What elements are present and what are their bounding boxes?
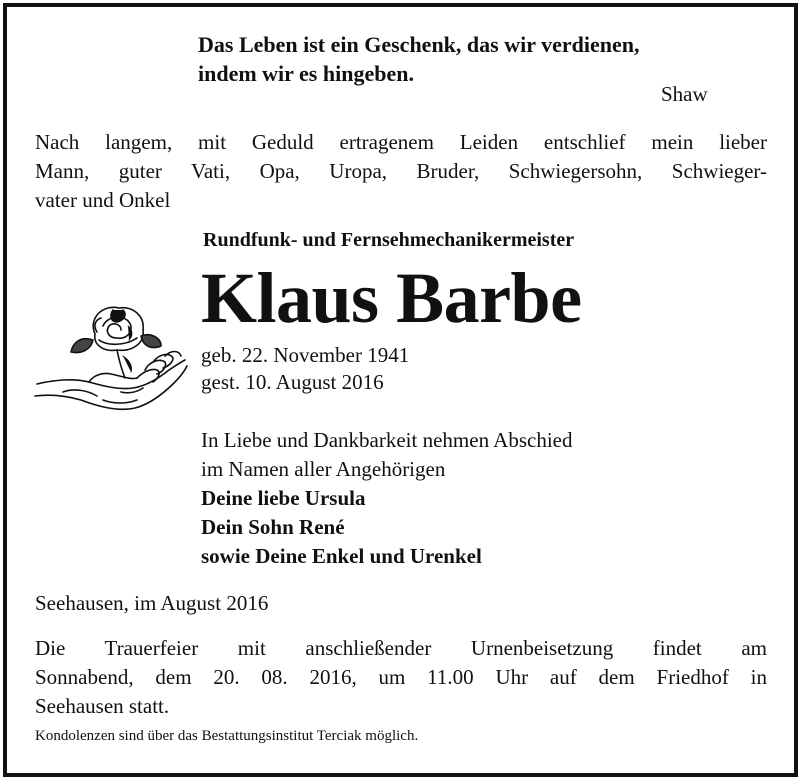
birth-date: geb. 22. November 1941 xyxy=(201,343,410,367)
funeral-line-2: Sonnabend, dem 20. 08. 2016, um 11.00 Uhr auf dem Friedhof in xyxy=(35,665,767,689)
funeral-notice xyxy=(35,634,767,721)
rose-in-hands-icon xyxy=(33,296,191,426)
motto-line-1: Das Leben ist ein Geschenk, das wir verdienen, xyxy=(198,32,640,57)
farewell-line-1: In Liebe und Dankbarkeit nehmen Abschied xyxy=(201,428,573,452)
death-date: gest. 10. August 2016 xyxy=(201,370,384,394)
condolence-note: Kondolenzen sind über das Bestattungsinstitut Terciak möglich. xyxy=(35,728,419,744)
profession: Rundfunk- und Fernsehmechanikermeister xyxy=(203,229,575,251)
life-dates xyxy=(201,342,409,396)
mourner-grandchildren: sowie Deine Enkel und Urenkel xyxy=(201,544,482,568)
farewell-block xyxy=(201,426,572,571)
mourner-son: Dein Sohn René xyxy=(201,515,345,539)
funeral-line-3: Seehausen statt. xyxy=(35,694,170,718)
motto-line-2: indem wir es hingeben. xyxy=(198,61,414,86)
mourner-wife: Deine liebe Ursula xyxy=(201,486,366,510)
intro-line-2: Mann, guter Vati, Opa, Uropa, Bruder, Schwiegersohn, Schwieger- xyxy=(35,159,767,183)
funeral-line-1: Die Trauerfeier mit anschließender Urnenbeisetzung findet am xyxy=(35,636,767,660)
place-date: Seehausen, im August 2016 xyxy=(35,591,269,615)
motto-author: Shaw xyxy=(661,82,708,106)
motto-quote xyxy=(198,30,639,88)
deceased-name: Klaus Barbe xyxy=(201,258,582,338)
intro-line-3: vater und Onkel xyxy=(35,188,171,212)
intro-line-1: Nach langem, mit Geduld ertragenem Leiden entschlief mein lieber xyxy=(35,130,767,154)
intro-text xyxy=(35,128,767,215)
farewell-line-2: im Namen aller Angehörigen xyxy=(201,457,446,481)
